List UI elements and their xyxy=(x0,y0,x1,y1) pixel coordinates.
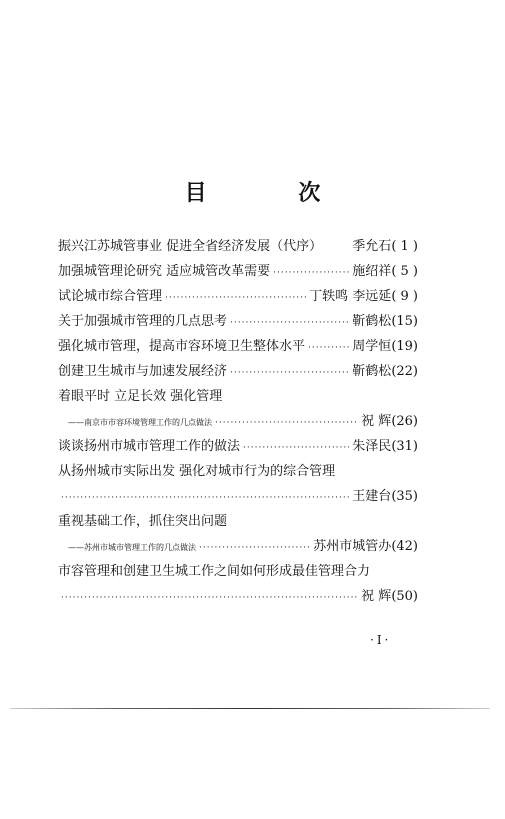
toc-entry-page: (50) xyxy=(391,589,418,604)
toc-entry-title: ——苏州市城市管理工作的几点做法 xyxy=(68,543,196,552)
toc-entry xyxy=(58,459,418,484)
toc-entry xyxy=(58,309,418,334)
toc-entry xyxy=(58,384,418,409)
toc-entry xyxy=(58,509,418,534)
toc-entry-title: 谈谈扬州市城市管理工作的做法 xyxy=(58,439,241,454)
dot-leader xyxy=(230,361,349,386)
dot-leader xyxy=(273,261,349,286)
toc-entry-title: 着眼平时 立足长效 强化管理 xyxy=(58,389,223,404)
toc-entry xyxy=(58,334,418,359)
toc-entry-author: 靳鹤松 xyxy=(352,364,392,379)
dot-leader xyxy=(61,486,349,511)
toc-entry-author: 季允石 xyxy=(352,239,392,254)
toc-entry-author: 丁轶鸣 李远延 xyxy=(309,289,392,304)
page-edge-rule xyxy=(10,708,490,709)
toc-entry-title: 重视基础工作，抓住突出问题 xyxy=(58,514,228,529)
toc-entry-author: 靳鹤松 xyxy=(352,314,392,329)
toc-entry xyxy=(58,259,418,284)
toc-entry-author: 施绍祥 xyxy=(352,264,392,279)
toc-entry-page: ( 5 ) xyxy=(391,264,418,279)
toc-entry-page: (26) xyxy=(391,414,418,429)
toc-entry xyxy=(58,234,418,259)
toc-entry xyxy=(58,584,418,609)
toc-entry-author: 祝 辉 xyxy=(361,414,392,429)
toc-entry-author: 周学恒 xyxy=(352,339,392,354)
toc-entry xyxy=(58,484,418,509)
toc-entry-page: (15) xyxy=(391,314,418,329)
toc-entry-page: (22) xyxy=(391,364,418,379)
toc-entry xyxy=(58,559,418,584)
dot-leader xyxy=(61,586,358,611)
toc-entry-page: (42) xyxy=(391,539,418,554)
toc-entry-title: 市容管理和创建卫生城工作之间如何形成最佳管理合力 xyxy=(58,564,371,579)
page-number: ·I· xyxy=(370,633,392,647)
toc-entry-title: 强化城市管理，提高市容环境卫生整体水平 xyxy=(58,339,306,354)
dot-leader xyxy=(230,311,349,336)
toc-entry xyxy=(58,534,418,559)
toc-entry xyxy=(58,284,418,309)
toc-entry-title: 从扬州城市实际出发 强化对城市行为的综合管理 xyxy=(58,464,336,479)
toc-entry-author: 苏州市城管办 xyxy=(313,539,392,554)
toc-entry-page: (35) xyxy=(391,489,418,504)
table-of-contents xyxy=(58,234,418,609)
dot-leader xyxy=(243,436,349,461)
toc-entry xyxy=(58,409,418,434)
dot-leader xyxy=(165,286,306,311)
toc-entry-title: 关于加强城市管理的几点思考 xyxy=(58,314,228,329)
dot-leader xyxy=(215,411,358,436)
toc-entry-author: 祝 辉 xyxy=(361,589,392,604)
dot-leader xyxy=(308,336,349,361)
toc-entry-page: (19) xyxy=(391,339,418,354)
toc-entry xyxy=(58,434,418,459)
toc-entry-title: 创建卫生城市与加速发展经济 xyxy=(58,364,228,379)
toc-entry-title: 振兴江苏城管事业 促进全省经济发展（代序） xyxy=(58,239,323,254)
toc-entry-title: 试论城市综合管理 xyxy=(58,289,163,304)
toc-entry-page: ( 1 ) xyxy=(391,239,418,254)
toc-entry-title: ——南京市市容环境管理工作的几点做法 xyxy=(68,418,212,427)
toc-entry xyxy=(58,359,418,384)
toc-entry-author: 王建台 xyxy=(352,489,392,504)
toc-entry-title: 加强城管理论研究 适应城管改革需要 xyxy=(58,264,271,279)
toc-entry-page: (31) xyxy=(391,439,418,454)
toc-entry-author: 朱泽民 xyxy=(352,439,392,454)
toc-entry-page: ( 9 ) xyxy=(391,289,418,304)
toc-title: 目 次 xyxy=(184,181,363,206)
dot-leader xyxy=(199,536,310,561)
